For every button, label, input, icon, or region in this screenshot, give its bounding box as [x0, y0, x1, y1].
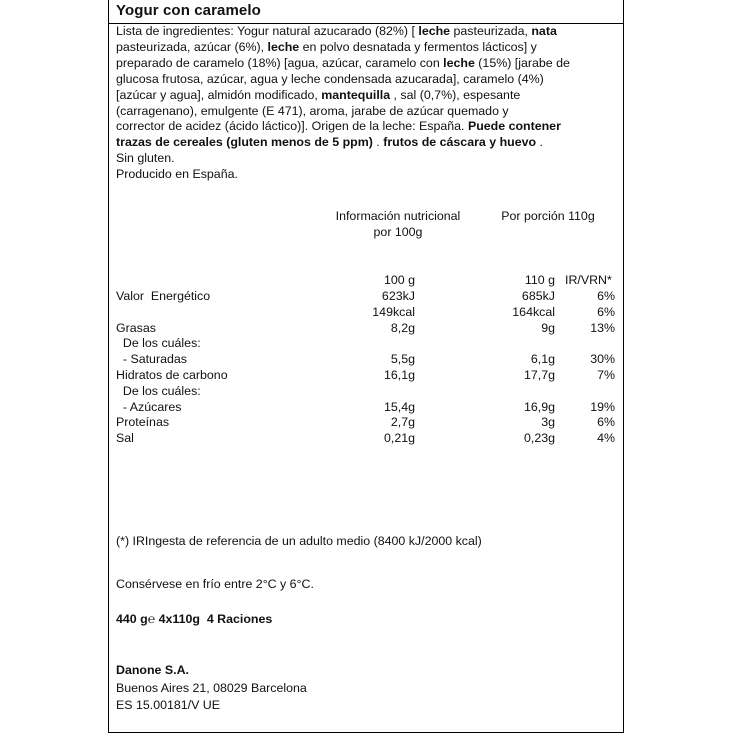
reference-intake-footnote: (*) IRIngesta de referencia de un adulto medio (8400 kJ/2000 kcal): [116, 534, 482, 548]
ingredients-line: pasteurizada, azúcar (6%), leche en polvo desnatada y fermentos lácticos] y: [116, 39, 537, 54]
nutrient-label: De los cuáles:: [116, 383, 201, 398]
reference-intake-percent: 6%: [597, 304, 615, 319]
reference-intake-percent: 7%: [597, 368, 615, 382]
value-per-portion: 17,7g: [523, 368, 555, 382]
value-per-portion: 16,9g: [523, 399, 555, 414]
value-per-portion: 685kJ: [521, 289, 555, 303]
storage-instructions: Consérvese en frío entre 2°C y 6°C.: [116, 577, 314, 591]
reference-intake-percent: 4%: [597, 431, 615, 446]
value-per-100g: 0,21g: [383, 431, 415, 446]
estimated-sign-icon: ℮: [147, 612, 156, 626]
ingredients-line: corrector de acidez (ácido láctico)]. Origen de la leche: España. Puede contener: [116, 119, 561, 134]
unit-110g: 110 g: [524, 273, 555, 287]
value-per-portion: 6,1g: [530, 352, 555, 367]
ingredients-line: Lista de ingredientes: Yogur natural azucarado (82%) [ leche pasteurizada, nata: [116, 24, 557, 38]
company-address: Buenos Aires 21, 08029 Barcelona: [116, 681, 307, 695]
value-per-100g: 623kJ: [381, 289, 415, 303]
nutrient-label: - Azúcares: [116, 399, 182, 414]
nutrition-header-per100: Información nutricional por 100g: [335, 209, 461, 239]
nutrient-label: Hidratos de carbono: [116, 368, 228, 382]
ingredients-block: [116, 24, 618, 183]
value-per-100g: 149kcal: [372, 304, 415, 319]
value-per-portion: 164kcal: [512, 304, 555, 319]
ingredients-line: [azúcar y agua], almidón modificado, mantequilla , sal (0,7%), espesante: [116, 87, 521, 102]
ingredients-line: glucosa frutosa, azúcar, agua y leche condensada azucarada], caramelo (4%): [116, 71, 544, 86]
nutrition-header-portion: Por porción 110g: [501, 209, 595, 223]
unit-100g: 100 g: [383, 273, 415, 287]
value-per-100g: 2,7g: [390, 415, 415, 430]
reference-intake-percent: 19%: [590, 399, 615, 414]
value-per-portion: 0,23g: [523, 431, 555, 446]
ingredients-line: preparado de caramelo (18%) [agua, azúcar, caramelo con leche (15%) [jarabe de: [116, 55, 570, 70]
ingredients-line: (carragenano), emulgente (E 471), aroma, jarabe de azúcar quemado y: [116, 103, 509, 118]
nutrient-label: Proteínas: [116, 415, 170, 430]
company-name: Danone S.A.: [116, 663, 189, 677]
health-registry: ES 15.00181/V UE: [116, 698, 221, 712]
origin-note: Producido en España.: [116, 167, 238, 182]
portion-count: 4 Raciones: [206, 612, 273, 626]
net-weight: 440 g: [116, 612, 148, 626]
value-per-100g: 5,5g: [390, 352, 415, 367]
nutrient-label: Valor Energético: [116, 289, 211, 303]
pack-info: [116, 611, 272, 627]
unit-count: 4x110g: [158, 612, 200, 626]
reference-intake-percent: 6%: [597, 415, 615, 430]
nutrient-label: Grasas: [116, 320, 156, 335]
value-per-portion: 9g: [541, 320, 555, 335]
value-per-100g: 16,1g: [383, 368, 415, 382]
ingredients-line: trazas de cereales (gluten menos de 5 ppm) . frutos de cáscara y huevo .: [116, 135, 543, 150]
value-per-portion: 3g: [541, 415, 555, 430]
nutrient-label: - Saturadas: [116, 352, 187, 367]
nutrient-label: De los cuáles:: [116, 336, 201, 351]
value-per-100g: 15,4g: [383, 399, 415, 414]
product-title: Yogur con caramelo: [116, 2, 261, 19]
nutrient-label: Sal: [116, 431, 134, 446]
reference-intake-percent: 6%: [597, 289, 615, 303]
reference-intake-percent: 30%: [590, 352, 615, 367]
value-per-100g: 8,2g: [390, 320, 415, 335]
ir-header: IR/VRN*: [565, 273, 612, 287]
gluten-note: Sin gluten.: [116, 151, 175, 166]
reference-intake-percent: 13%: [590, 320, 615, 335]
